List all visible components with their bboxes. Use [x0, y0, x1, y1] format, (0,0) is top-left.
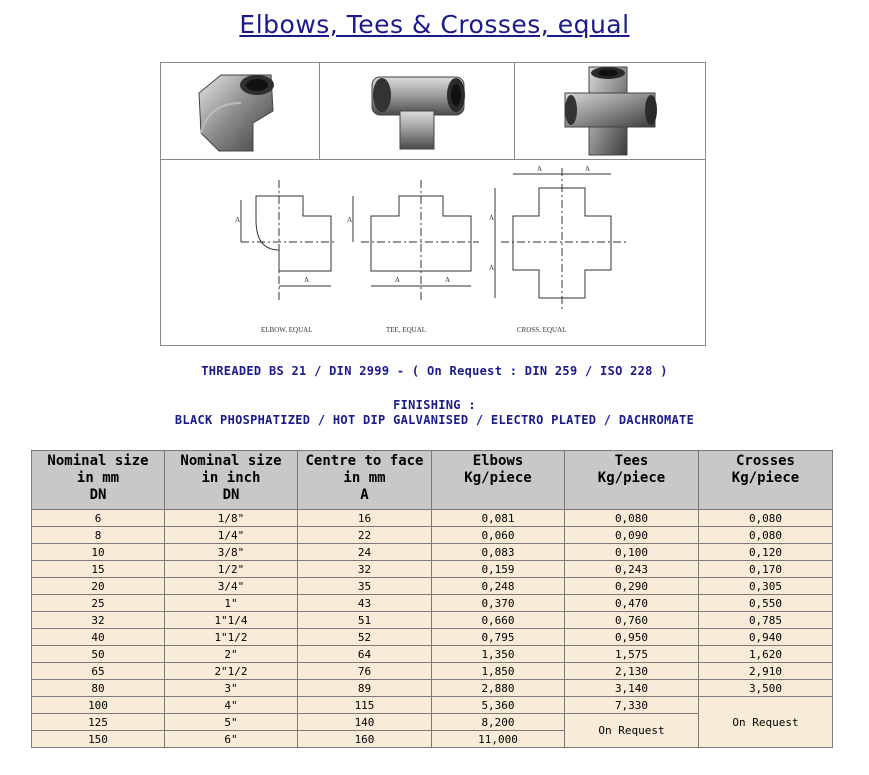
photo-row	[161, 63, 705, 160]
dim-label-tee-v: A	[347, 216, 353, 224]
cell-dn-inch: 1"1/4	[165, 612, 298, 629]
cell-centre-to-face: 89	[298, 680, 432, 697]
cell-dn-mm: 15	[32, 561, 165, 578]
dim-label-cross-h1: A	[537, 165, 543, 173]
cell-dn-inch: 2"1/2	[165, 663, 298, 680]
cell-elbow-weight: 2,880	[432, 680, 565, 697]
cell-centre-to-face: 32	[298, 561, 432, 578]
cell-cross-weight: 0,080	[699, 527, 833, 544]
cell-cross-weight: 0,120	[699, 544, 833, 561]
table-row	[32, 680, 833, 697]
dim-label-tee-h1: A	[395, 276, 401, 284]
cell-tee-weight: 0,470	[565, 595, 699, 612]
cell-dn-mm: 125	[32, 714, 165, 731]
cell-centre-to-face: 115	[298, 697, 432, 714]
cell-dn-mm: 100	[32, 697, 165, 714]
cell-dn-inch: 1/2"	[165, 561, 298, 578]
cell-dn-inch: 1"1/2	[165, 629, 298, 646]
table-row	[32, 510, 833, 527]
dim-label-cross-v2: A	[489, 264, 495, 272]
table-row	[32, 646, 833, 663]
cell-tee-weight: 0,090	[565, 527, 699, 544]
cell-cross-weight: 3,500	[699, 680, 833, 697]
dim-label-elbow-h: A	[304, 276, 310, 284]
cell-cross-weight: 0,170	[699, 561, 833, 578]
cell-dn-mm: 6	[32, 510, 165, 527]
cell-cross-weight: 0,550	[699, 595, 833, 612]
cell-dn-inch: 6"	[165, 731, 298, 748]
table-row	[32, 612, 833, 629]
header-crosses: Crosses Kg/piece	[699, 451, 833, 510]
cell-dn-inch: 4"	[165, 697, 298, 714]
technical-drawing	[161, 160, 705, 345]
cell-elbow-weight: 1,350	[432, 646, 565, 663]
cell-dn-mm: 40	[32, 629, 165, 646]
cell-dn-inch: 3/8"	[165, 544, 298, 561]
cell-cross-weight: 0,940	[699, 629, 833, 646]
cell-dn-inch: 1/4"	[165, 527, 298, 544]
header-elbows: Elbows Kg/piece	[432, 451, 565, 510]
cell-elbow-weight: 0,060	[432, 527, 565, 544]
cell-centre-to-face: 24	[298, 544, 432, 561]
cell-dn-inch: 3/4"	[165, 578, 298, 595]
table-header-row	[32, 451, 833, 510]
cell-cross-weight: 0,080	[699, 510, 833, 527]
table-row	[32, 544, 833, 561]
drawing-label-cross: CROSS, EQUAL	[517, 326, 567, 334]
cell-tee-weight: 0,290	[565, 578, 699, 595]
cell-centre-to-face: 22	[298, 527, 432, 544]
finishing-label: FINISHING :	[393, 398, 476, 412]
tee-photo	[320, 63, 516, 159]
cell-tee-weight: 1,575	[565, 646, 699, 663]
cell-dn-inch: 2"	[165, 646, 298, 663]
cell-tee-weight: 0,100	[565, 544, 699, 561]
cell-cross-weight: 2,910	[699, 663, 833, 680]
cell-tee-weight: 7,330	[565, 697, 699, 714]
finishing-values: BLACK PHOSPHATIZED / HOT DIP GALVANISED / ELECTRO PLATED / DACHROMATE	[174, 413, 695, 427]
cell-tee-weight: 2,130	[565, 663, 699, 680]
cell-elbow-weight: 0,370	[432, 595, 565, 612]
tees-on-request: On Request	[565, 714, 699, 748]
cross-photo	[515, 63, 705, 159]
cell-dn-mm: 65	[32, 663, 165, 680]
table-row	[32, 629, 833, 646]
cell-dn-inch: 5"	[165, 714, 298, 731]
cell-elbow-weight: 0,795	[432, 629, 565, 646]
cell-elbow-weight: 0,248	[432, 578, 565, 595]
cell-elbow-weight: 1,850	[432, 663, 565, 680]
cell-dn-mm: 8	[32, 527, 165, 544]
table-body	[32, 510, 833, 748]
cell-cross-weight: 0,785	[699, 612, 833, 629]
cell-dn-mm: 150	[32, 731, 165, 748]
cell-elbow-weight: 8,200	[432, 714, 565, 731]
cell-dn-mm: 10	[32, 544, 165, 561]
dim-label-elbow-v: A	[235, 216, 241, 224]
cell-dn-mm: 25	[32, 595, 165, 612]
dim-label-tee-h2: A	[445, 276, 451, 284]
drawing-label-elbow: ELBOW, EQUAL	[261, 326, 313, 334]
sizes-weights-table	[31, 450, 833, 748]
cell-elbow-weight: 0,083	[432, 544, 565, 561]
cell-elbow-weight: 0,081	[432, 510, 565, 527]
table-row	[32, 697, 833, 714]
cell-centre-to-face: 51	[298, 612, 432, 629]
elbow-photo	[161, 63, 320, 159]
table-row	[32, 527, 833, 544]
cell-elbow-weight: 5,360	[432, 697, 565, 714]
cell-elbow-weight: 0,660	[432, 612, 565, 629]
elbow-outline	[256, 196, 331, 271]
header-nominal-mm: Nominal size in mm DN	[32, 451, 165, 510]
header-tees: Tees Kg/piece	[565, 451, 699, 510]
cell-centre-to-face: 76	[298, 663, 432, 680]
cell-centre-to-face: 52	[298, 629, 432, 646]
header-nominal-inch: Nominal size in inch DN	[165, 451, 298, 510]
cell-tee-weight: 0,080	[565, 510, 699, 527]
cell-centre-to-face: 64	[298, 646, 432, 663]
cell-cross-weight: 1,620	[699, 646, 833, 663]
drawing-label-tee: TEE, EQUAL	[386, 326, 427, 334]
product-figure	[160, 62, 706, 346]
page-title: Elbows, Tees & Crosses, equal	[239, 10, 630, 39]
table-row	[32, 663, 833, 680]
cell-dn-inch: 1"	[165, 595, 298, 612]
cell-dn-mm: 20	[32, 578, 165, 595]
cell-centre-to-face: 35	[298, 578, 432, 595]
cell-dn-inch: 3"	[165, 680, 298, 697]
cell-centre-to-face: 16	[298, 510, 432, 527]
dim-label-cross-v1: A	[489, 214, 495, 222]
dim-label-cross-h2: A	[585, 165, 591, 173]
cell-dn-mm: 80	[32, 680, 165, 697]
crosses-on-request: On Request	[699, 697, 833, 748]
cell-dn-inch: 1/8"	[165, 510, 298, 527]
table-row	[32, 578, 833, 595]
threaded-spec: THREADED BS 21 / DIN 2999 - ( On Request : DIN 259 / ISO 228 )	[201, 364, 668, 378]
table-row	[32, 595, 833, 612]
cell-dn-mm: 32	[32, 612, 165, 629]
cell-tee-weight: 0,243	[565, 561, 699, 578]
cell-tee-weight: 3,140	[565, 680, 699, 697]
cell-centre-to-face: 160	[298, 731, 432, 748]
cell-elbow-weight: 11,000	[432, 731, 565, 748]
cell-cross-weight: 0,305	[699, 578, 833, 595]
cell-tee-weight: 0,950	[565, 629, 699, 646]
cell-centre-to-face: 43	[298, 595, 432, 612]
cell-tee-weight: 0,760	[565, 612, 699, 629]
cell-elbow-weight: 0,159	[432, 561, 565, 578]
table-row	[32, 561, 833, 578]
cell-centre-to-face: 140	[298, 714, 432, 731]
header-centre-to-face: Centre to face in mm A	[298, 451, 432, 510]
cell-dn-mm: 50	[32, 646, 165, 663]
